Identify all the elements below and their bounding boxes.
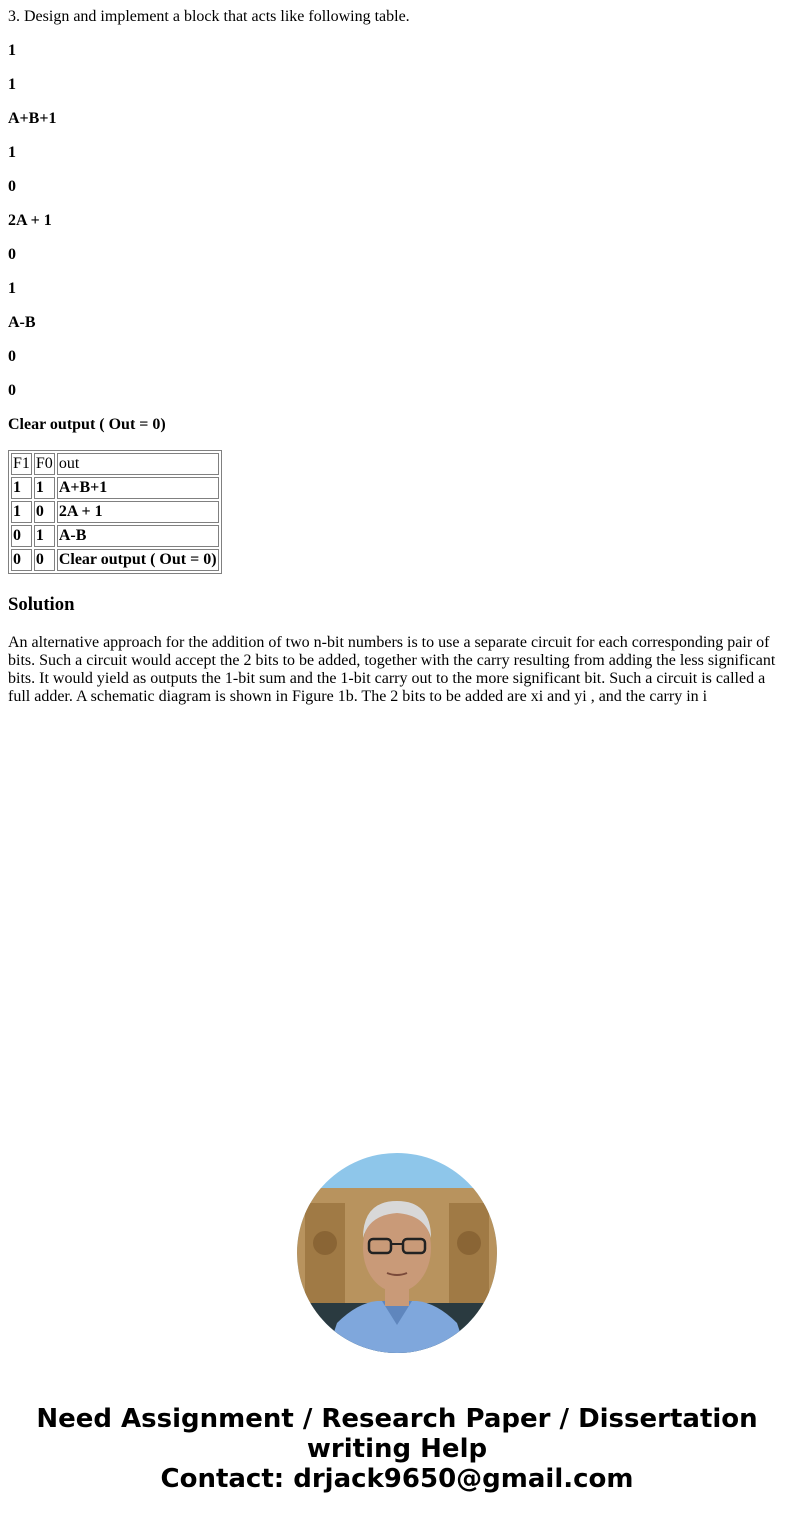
table-cell: 0 xyxy=(11,525,32,547)
table-cell: 1 xyxy=(34,477,55,499)
bold-line: 0 xyxy=(8,348,16,365)
table-cell: 0 xyxy=(34,549,55,571)
truth-table xyxy=(8,450,222,574)
table-row xyxy=(11,501,219,523)
table-header-cell: F0 xyxy=(34,453,55,475)
table-cell: A-B xyxy=(57,525,219,547)
portrait-photo xyxy=(297,1153,497,1353)
bold-line: 1 xyxy=(8,42,16,59)
solution-text: An alternative approach for the addition of two n-bit numbers is to use a separate circuit for each corresponding pair of bits. Such a circuit would accept the 2 bits to be added, together with the carry resulting from adding the less significant bits. It would yield as outputs the 1-bit sum and the 1-bit carry out to the more significant bit. Such a circuit is called a full adder. A schematic diagram is shown in Figure 1b. The 2 bits to be added are xi and yi , and the carry in i xyxy=(8,634,776,705)
document-content xyxy=(8,8,786,706)
table-cell: 1 xyxy=(11,501,32,523)
table-cell: 1 xyxy=(34,525,55,547)
bold-line: A+B+1 xyxy=(8,110,57,127)
bold-line: Clear output ( Out = 0) xyxy=(8,416,166,433)
promo-line: Need Assignment / Research Paper / Dissertation xyxy=(36,1404,758,1434)
bold-line: 0 xyxy=(8,178,16,195)
bold-line: 1 xyxy=(8,280,16,297)
bold-line: 1 xyxy=(8,76,16,93)
promo-banner xyxy=(0,1404,794,1494)
promo-contact: Contact: drjack9650@gmail.com xyxy=(160,1464,634,1494)
bold-line: 0 xyxy=(8,246,16,263)
bold-line: 2A + 1 xyxy=(8,212,52,229)
bold-line: A-B xyxy=(8,314,36,331)
table-header-cell: F1 xyxy=(11,453,32,475)
table-row xyxy=(11,525,219,547)
table-cell: Clear output ( Out = 0) xyxy=(57,549,219,571)
avatar xyxy=(297,1153,497,1353)
table-row xyxy=(11,477,219,499)
table-cell: 2A + 1 xyxy=(57,501,219,523)
bold-line: 1 xyxy=(8,144,16,161)
table-header-cell: out xyxy=(57,453,219,475)
question-text: 3. Design and implement a block that acts like following table. xyxy=(8,8,410,25)
table-cell: 1 xyxy=(11,477,32,499)
table-row xyxy=(11,549,219,571)
promo-line: writing Help xyxy=(306,1434,488,1464)
bold-line: 0 xyxy=(8,382,16,399)
table-cell: 0 xyxy=(11,549,32,571)
table-cell: 0 xyxy=(34,501,55,523)
table-header-row xyxy=(11,453,219,475)
table-cell: A+B+1 xyxy=(57,477,219,499)
solution-heading: Solution xyxy=(8,594,75,615)
